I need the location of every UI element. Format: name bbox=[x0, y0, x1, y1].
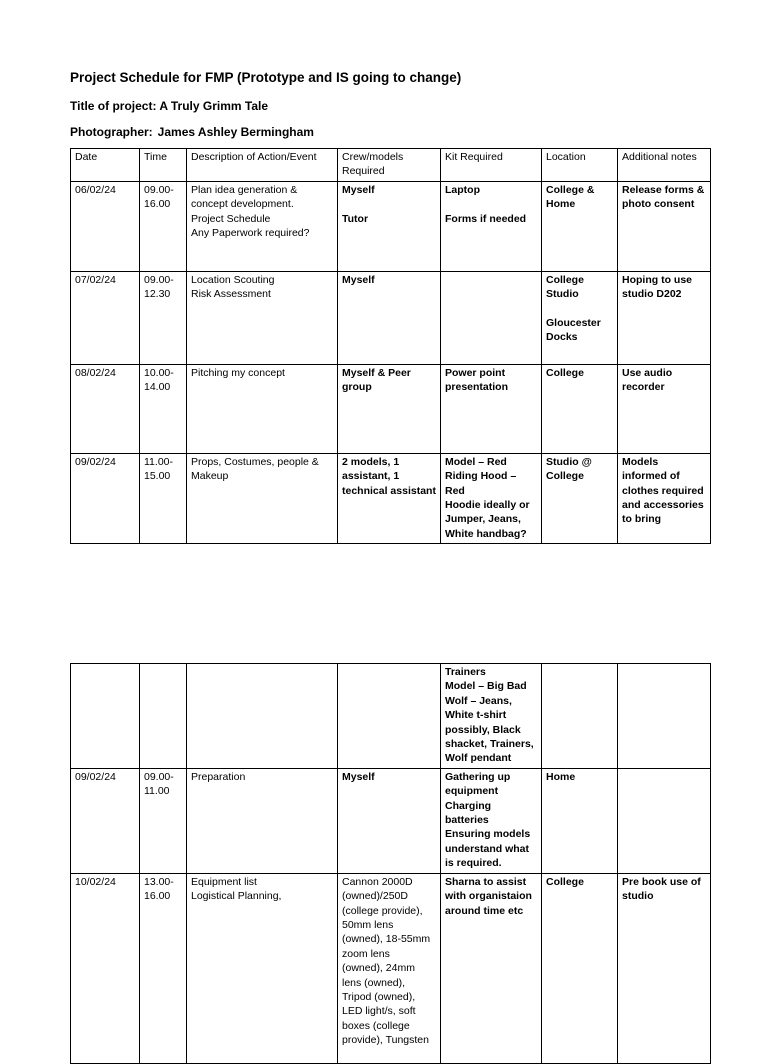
cell-kit: Sharna to assist with organistaion around time etc bbox=[441, 873, 542, 1063]
photographer-label: Photographer: bbox=[70, 125, 153, 139]
cell-time: 09.00- 16.00 bbox=[140, 181, 187, 271]
cell-time bbox=[140, 664, 187, 769]
cell-time: 09.00- 11.00 bbox=[140, 768, 187, 873]
header-crew: Crew/models Required bbox=[338, 149, 441, 182]
cell-description: Props, Costumes, people & Makeup bbox=[187, 453, 338, 543]
cell-time: 09.00- 12.30 bbox=[140, 271, 187, 364]
cell-kit: Gathering up equipment Charging batteries Ensuring models understand what is required. bbox=[441, 768, 542, 873]
cell-time: 11.00- 15.00 bbox=[140, 453, 187, 543]
cell-crew: Myself & Peer group bbox=[338, 364, 441, 453]
cell-description: Equipment list Logistical Planning, bbox=[187, 873, 338, 1063]
header-time: Time bbox=[140, 149, 187, 182]
cell-location: College Studio Gloucester Docks bbox=[542, 271, 618, 364]
cell-kit: Model – Red Riding Hood – Red Hoodie ideally or Jumper, Jeans, White handbag? bbox=[441, 453, 542, 543]
cell-description bbox=[187, 664, 338, 769]
cell-crew: Myself bbox=[338, 768, 441, 873]
cell-crew: 2 models, 1 assistant, 1 technical assistant bbox=[338, 453, 441, 543]
table-row bbox=[71, 768, 711, 873]
table-row bbox=[71, 873, 711, 1063]
cell-date: 10/02/24 bbox=[71, 873, 140, 1063]
document-title: Project Schedule for FMP (Prototype and IS going to change) bbox=[70, 70, 462, 85]
cell-kit: Trainers Model – Big Bad Wolf – Jeans, White t-shirt possibly, Black shacket, Trainers, Wolf pendant bbox=[441, 664, 542, 769]
cell-location: College bbox=[542, 364, 618, 453]
schedule-table-continued bbox=[70, 663, 711, 1064]
cell-location: College bbox=[542, 873, 618, 1063]
header-location: Location bbox=[542, 149, 618, 182]
header-description: Description of Action/Event bbox=[187, 149, 338, 182]
cell-time: 10.00- 14.00 bbox=[140, 364, 187, 453]
cell-location: Home bbox=[542, 768, 618, 873]
cell-kit: Laptop Forms if needed bbox=[441, 181, 542, 271]
cell-description: Location Scouting Risk Assessment bbox=[187, 271, 338, 364]
cell-notes bbox=[618, 768, 711, 873]
cell-notes: Pre book use of studio bbox=[618, 873, 711, 1063]
cell-location bbox=[542, 664, 618, 769]
cell-crew: Myself Tutor bbox=[338, 181, 441, 271]
cell-date bbox=[71, 664, 140, 769]
cell-date: 07/02/24 bbox=[71, 271, 140, 364]
cell-notes: Hoping to use studio D202 bbox=[618, 271, 711, 364]
header-date: Date bbox=[71, 149, 140, 182]
cell-description: Preparation bbox=[187, 768, 338, 873]
cell-notes: Release forms & photo consent bbox=[618, 181, 711, 271]
cell-location: Studio @ College bbox=[542, 453, 618, 543]
table-row bbox=[71, 664, 711, 769]
cell-date: 06/02/24 bbox=[71, 181, 140, 271]
header-notes: Additional notes bbox=[618, 149, 711, 182]
cell-notes: Models informed of clothes required and accessories to bring bbox=[618, 453, 711, 543]
cell-crew: Cannon 2000D (owned)/250D (college provide), 50mm lens (owned), 18-55mm zoom lens (owned), 24mm lens (owned), Tripod (owned), LED light/s, soft boxes (college provide), Tungsten bbox=[338, 873, 441, 1063]
cell-kit: Power point presentation bbox=[441, 364, 542, 453]
cell-notes: Use audio recorder bbox=[618, 364, 711, 453]
project-title: Title of project: A Truly Grimm Tale bbox=[70, 99, 269, 113]
cell-date: 09/02/24 bbox=[71, 453, 140, 543]
header-kit: Kit Required bbox=[441, 149, 542, 182]
cell-date: 08/02/24 bbox=[71, 364, 140, 453]
cell-time: 13.00- 16.00 bbox=[140, 873, 187, 1063]
cell-description: Pitching my concept bbox=[187, 364, 338, 453]
cell-location: College & Home bbox=[542, 181, 618, 271]
cell-description: Plan idea generation & concept development. Project Schedule Any Paperwork required? bbox=[187, 181, 338, 271]
cell-date: 09/02/24 bbox=[71, 768, 140, 873]
cell-crew: Myself bbox=[338, 271, 441, 364]
cell-notes bbox=[618, 664, 711, 769]
photographer-name: James Ashley Bermingham bbox=[157, 125, 314, 139]
cell-crew bbox=[338, 664, 441, 769]
